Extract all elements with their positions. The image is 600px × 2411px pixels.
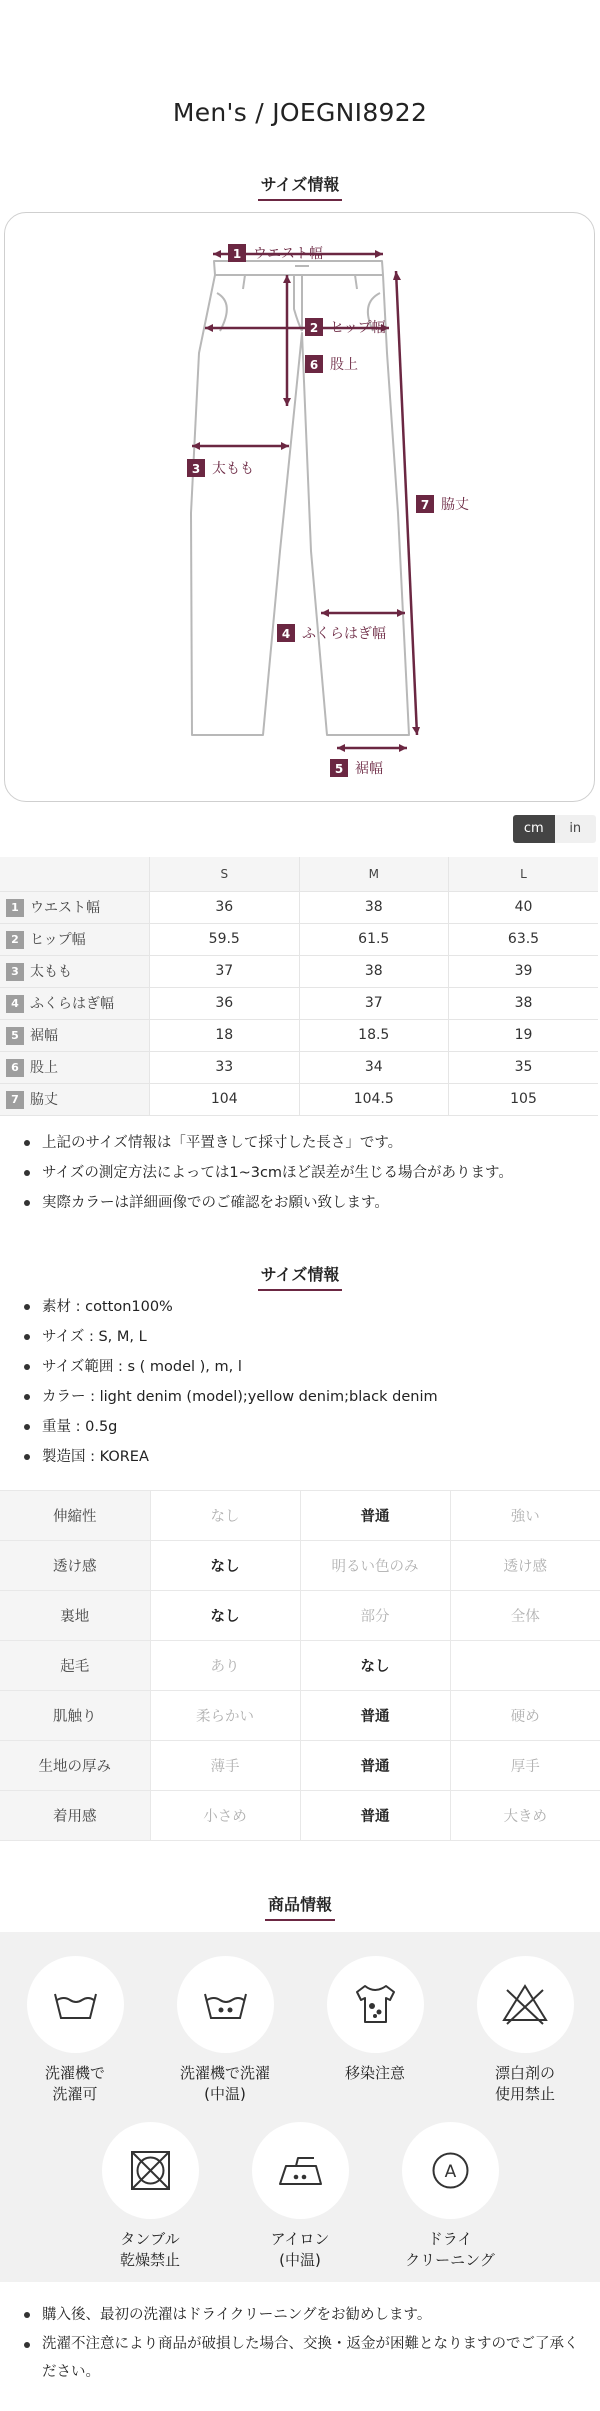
label-outseam: [416, 495, 469, 513]
size-table-header: [0, 857, 598, 891]
list-item: 上記のサイズ情報は「平置きして採寸した長さ」です。: [22, 1128, 582, 1158]
row-label: 脇丈: [30, 1092, 58, 1108]
attribute-label: 伸縮性: [0, 1491, 150, 1541]
row-label: ヒップ幅: [30, 932, 86, 948]
attribute-label: 生地の厚み: [0, 1741, 150, 1791]
care-item: アイロン (中温): [225, 2122, 375, 2271]
table-cell: 18: [150, 1019, 300, 1051]
table-cell: 19: [449, 1019, 599, 1051]
care-item: 漂白剤の 使用禁止: [450, 1956, 600, 2105]
table-cell: 38: [299, 955, 449, 987]
list-item: 製造国 : KOREA: [22, 1442, 582, 1472]
dry-clean-icon: [402, 2122, 499, 2219]
attribute-label: 肌触り: [0, 1691, 150, 1741]
row-number-badge: 3: [6, 963, 24, 981]
size-column-header: S: [150, 857, 300, 891]
table-cell: 39: [449, 955, 599, 987]
table-cell: 37: [150, 955, 300, 987]
table-row: [0, 1791, 600, 1841]
care-item: 洗濯機で洗濯 (中温): [150, 1956, 300, 2105]
attribute-option: 普通: [300, 1691, 450, 1741]
machine-wash-medium-icon: [177, 1956, 274, 2053]
attribute-option: 柔らかい: [150, 1691, 300, 1741]
table-cell: 33: [150, 1051, 300, 1083]
row-number-badge: 7: [6, 1091, 24, 1109]
table-row: [0, 1641, 600, 1691]
unit-in-button[interactable]: in: [569, 821, 582, 836]
table-row: [0, 1051, 598, 1083]
svg-text:ヒップ幅: ヒップ幅: [330, 320, 386, 336]
svg-text:ふくらはぎ幅: ふくらはぎ幅: [302, 626, 386, 642]
table-cell: 38: [449, 987, 599, 1019]
table-cell: 40: [449, 891, 599, 923]
attribute-label: 裏地: [0, 1591, 150, 1641]
label-waist: [228, 244, 323, 262]
svg-text:4: 4: [281, 627, 291, 641]
fabric-attribute-table: [0, 1490, 600, 1841]
attribute-option: 厚手: [450, 1741, 600, 1791]
attribute-option: 普通: [300, 1791, 450, 1841]
care-item: 洗濯機で 洗濯可: [0, 1956, 150, 2105]
table-cell: 63.5: [449, 923, 599, 955]
row-number-badge: 2: [6, 931, 24, 949]
svg-text:6: 6: [309, 358, 319, 372]
table-row: [0, 1019, 598, 1051]
table-row: [0, 955, 598, 987]
row-label: ふくらはぎ幅: [30, 996, 114, 1012]
unit-cm-button[interactable]: cm: [513, 815, 555, 843]
table-row: [0, 1741, 600, 1791]
table-row: [0, 1541, 600, 1591]
list-item: サイズの測定方法によっては1~3cmほど誤差が生じる場合があります。: [22, 1158, 582, 1188]
attribute-option: なし: [150, 1541, 300, 1591]
svg-text:2: 2: [309, 321, 319, 335]
attribute-option: なし: [300, 1641, 450, 1691]
table-cell: 37: [299, 987, 449, 1019]
pants-illustration: [5, 213, 596, 803]
size-notes-list: [22, 1128, 582, 1218]
attribute-option: 普通: [300, 1491, 450, 1541]
attribute-label: 透け感: [0, 1541, 150, 1591]
size-column-header: M: [299, 857, 449, 891]
svg-text:裾幅: 裾幅: [355, 761, 383, 777]
measurement-diagram: [4, 212, 595, 802]
list-item: 洗濯不注意により商品が破損した場合、交換・返金が困難となりますのでご了承ください。: [22, 2330, 582, 2390]
care-notes-list: [22, 2300, 582, 2390]
size-table: [0, 857, 598, 1116]
attribute-option: あり: [150, 1641, 300, 1691]
table-cell: 36: [150, 891, 300, 923]
list-item: 重量 : 0.5g: [22, 1412, 582, 1442]
table-cell: 34: [299, 1051, 449, 1083]
product-info-list: [22, 1292, 582, 1472]
svg-text:脇丈: 脇丈: [441, 497, 469, 513]
list-item: 実際カラーは詳細画像でのご確認をお願い致します。: [22, 1188, 582, 1218]
attribute-option: 全体: [450, 1591, 600, 1641]
table-cell: 36: [150, 987, 300, 1019]
table-cell: 35: [449, 1051, 599, 1083]
table-cell: 38: [299, 891, 449, 923]
attribute-option: 明るい色のみ: [300, 1541, 450, 1591]
attribute-option: 普通: [300, 1741, 450, 1791]
machine-wash-icon: [27, 1956, 124, 2053]
attribute-option: 強い: [450, 1491, 600, 1541]
row-number-badge: 6: [6, 1059, 24, 1077]
label-hem: [330, 759, 383, 777]
color-transfer-icon: [327, 1956, 424, 2053]
attribute-option: 透け感: [450, 1541, 600, 1591]
svg-text:1: 1: [232, 247, 242, 261]
attribute-option: 硬め: [450, 1691, 600, 1741]
attribute-label: 着用感: [0, 1791, 150, 1841]
row-label: 股上: [30, 1060, 58, 1076]
size-info-heading: サイズ情報: [0, 172, 600, 201]
svg-text:股上: 股上: [330, 357, 358, 373]
product-info-heading: サイズ情報: [0, 1262, 600, 1291]
care-item: 移染注意: [300, 1956, 450, 2084]
table-row: [0, 891, 598, 923]
unit-toggle: [513, 815, 596, 843]
attribute-option: 部分: [300, 1591, 450, 1641]
svg-text:太もも: 太もも: [212, 461, 254, 477]
row-label: 裾幅: [30, 1028, 58, 1044]
page-title: Men's / JOEGNI8922: [172, 98, 428, 127]
list-item: 素材 : cotton100%: [22, 1292, 582, 1322]
table-row: [0, 923, 598, 955]
list-item: サイズ : S, M, L: [22, 1322, 582, 1352]
label-hip: [305, 318, 386, 336]
no-bleach-icon: [477, 1956, 574, 2053]
table-cell: 18.5: [299, 1019, 449, 1051]
svg-text:5: 5: [334, 762, 344, 776]
care-instructions-panel: [0, 1932, 600, 2282]
label-calf: [277, 624, 386, 642]
list-item: サイズ範囲 : s ( model ), m, l: [22, 1352, 582, 1382]
svg-text:ウエスト幅: ウエスト幅: [253, 246, 323, 262]
svg-text:7: 7: [420, 498, 430, 512]
svg-text:3: 3: [191, 462, 201, 476]
attribute-option: なし: [150, 1591, 300, 1641]
attribute-option: [450, 1641, 600, 1691]
table-row: [0, 987, 598, 1019]
care-item: A ドライ クリーニング: [375, 2122, 525, 2271]
care-item: タンブル 乾燥禁止: [75, 2122, 225, 2271]
label-thigh: [187, 459, 254, 477]
attribute-option: 薄手: [150, 1741, 300, 1791]
table-row: [0, 1691, 600, 1741]
table-cell: 59.5: [150, 923, 300, 955]
row-number-badge: 1: [6, 899, 24, 917]
row-label: 太もも: [30, 964, 72, 980]
row-label: ウエスト幅: [30, 900, 100, 916]
no-tumble-dry-icon: [102, 2122, 199, 2219]
svg-text:A: A: [444, 2162, 456, 2182]
attribute-option: なし: [150, 1491, 300, 1541]
table-cell: 61.5: [299, 923, 449, 955]
size-table-corner: [0, 857, 150, 891]
table-row: [0, 1591, 600, 1641]
attribute-option: 大きめ: [450, 1791, 600, 1841]
row-number-badge: 5: [6, 1027, 24, 1045]
attribute-label: 起毛: [0, 1641, 150, 1691]
care-info-heading: 商品情報: [0, 1892, 600, 1921]
table-row: [0, 1491, 600, 1541]
size-column-header: L: [449, 857, 599, 891]
row-number-badge: 4: [6, 995, 24, 1013]
attribute-option: 小さめ: [150, 1791, 300, 1841]
table-cell: 105: [449, 1083, 599, 1115]
list-item: 購入後、最初の洗濯はドライクリーニングをお勧めします。: [22, 2300, 582, 2330]
table-cell: 104.5: [299, 1083, 449, 1115]
iron-medium-icon: [252, 2122, 349, 2219]
table-row: [0, 1083, 598, 1115]
table-cell: 104: [150, 1083, 300, 1115]
label-rise: [305, 355, 358, 373]
list-item: カラー : light denim (model);yellow denim;black denim: [22, 1382, 582, 1412]
